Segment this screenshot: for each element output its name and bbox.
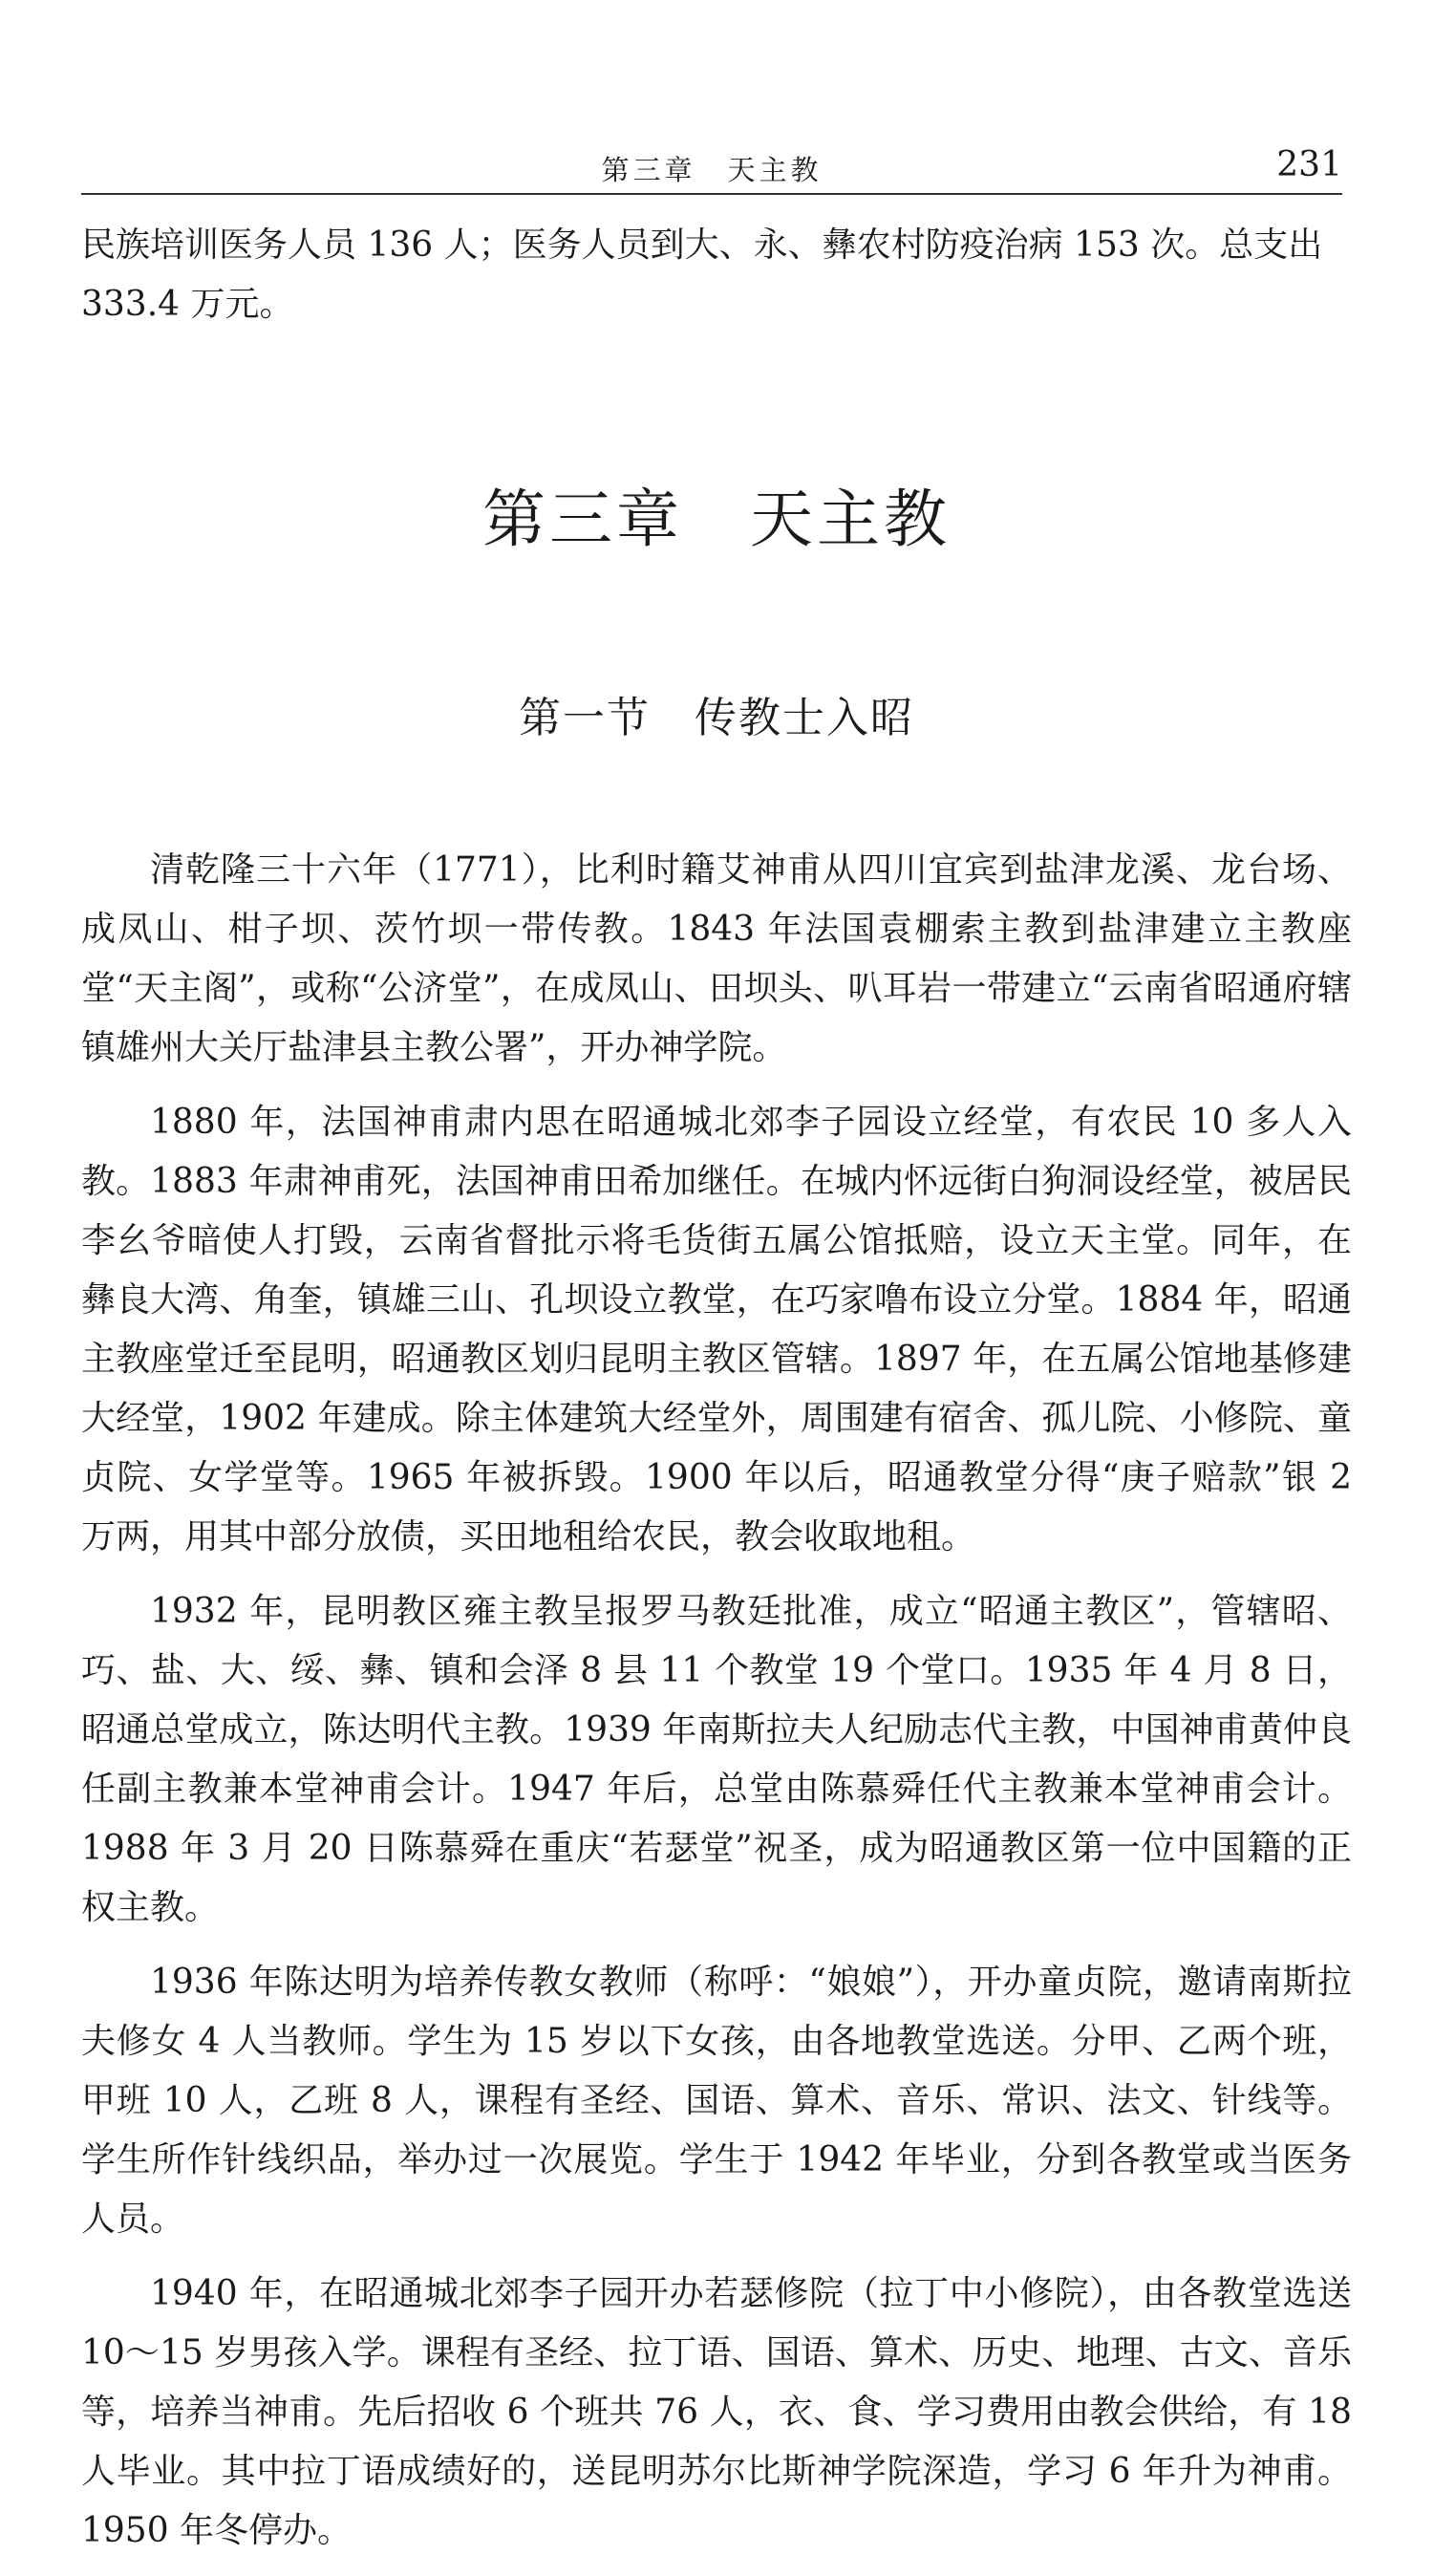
paragraph-4: 1936 年陈达明为培养传教女教师（称呼：“娘娘”），开办童贞院，邀请南斯拉夫修女 4 人当教师。学生为 15 岁以下女孩，由各地教堂选送。分甲、乙两个班，甲班 10 人，乙班 8 人，课程有圣经、国语、算术、音乐、常识、法文、针线等。学生所作针线织品，举办过一次展览。学生于 1942 年毕业，分到各教堂或当医务人员。 bbox=[81, 1963, 1352, 2239]
running-title: 第三章 天主教 bbox=[601, 154, 823, 186]
section-title: 第一节 传教士入昭 bbox=[519, 694, 914, 742]
carry-over-paragraph: 民族培训医务人员 136 人；医务人员到大、永、彝农村防疫治病 153 次。总支出 333.4 万元。 bbox=[81, 225, 1323, 324]
chapter-title: 第三章 天主教 bbox=[482, 483, 951, 556]
running-header bbox=[81, 143, 1342, 195]
page-number: 231 bbox=[1276, 145, 1342, 184]
paragraph-3: 1932 年，昆明教区雍主教呈报罗马教廷批准，成立“昭通主教区”，管辖昭、巧、盐、大、绥、彝、镇和会泽 8 县 11 个教堂 19 个堂口。1935 年 4 月 8 日，昭通总堂成立，陈达明代主教。1939 年南斯拉夫人纪励志代主教，中国神甫黄仲良任副主教兼本堂神甫会计。1947 年后，总堂由陈慕舜任代主教兼本堂神甫会计。1988 年 3 月 20 日陈慕舜在重庆“若瑟堂”祝圣，成为昭通教区第一位中国籍的正权主教。 bbox=[81, 1592, 1352, 1927]
paragraph-2: 1880 年，法国神甫肃内思在昭通城北郊李子园设立经堂，有农民 10 多人入教。1883 年肃神甫死，法国神甫田希加继任。在城内怀远街白狗洞设经堂，被居民李幺爷暗使人打毁，云南省督批示将毛货街五属公馆抵赔，设立天主堂。同年，在彝良大湾、角奎，镇雄三山、孔坝设立教堂，在巧家噜布设立分堂。1884 年，昭通主教座堂迁至昆明，昭通教区划归昆明主教区管辖。1897 年，在五属公馆地基修建大经堂，1902 年建成。除主体建筑大经堂外，周围建有宿舍、孤儿院、小修院、童贞院、女学堂等。1965 年被拆毁。1900 年以后，昭通教堂分得“庚子赔款”银 2 万两，用其中部分放债，买田地租给农民，教会收取地租。 bbox=[81, 1103, 1352, 1556]
paragraph-1: 清乾隆三十六年（1771），比利时籍艾神甫从四川宜宾到盐津龙溪、龙台场、成凤山、柑子坝、茨竹坝一带传教。1843 年法国袁棚索主教到盐津建立主教座堂“天主阁”，或称“公济堂”，在成凤山、田坝头、叭耳岩一带建立“云南省昭通府辖镇雄州大关厅盐津县主教公署”，开办神学院。 bbox=[81, 850, 1352, 1067]
paragraph-5: 1940 年，在昭通城北郊李子园开办若瑟修院（拉丁中小修院），由各教堂选送 10～15 岁男孩入学。课程有圣经、拉丁语、国语、算术、历史、地理、古文、音乐等，培养当神甫。先后招收 6 个班共 76 人，衣、食、学习费用由教会供给，有 18 人毕业。其中拉丁语成绩好的，送昆明苏尔比斯神学院深造，学习 6 年升为神甫。1950 年冬停办。 bbox=[81, 2274, 1352, 2550]
body-text bbox=[81, 841, 1352, 2576]
